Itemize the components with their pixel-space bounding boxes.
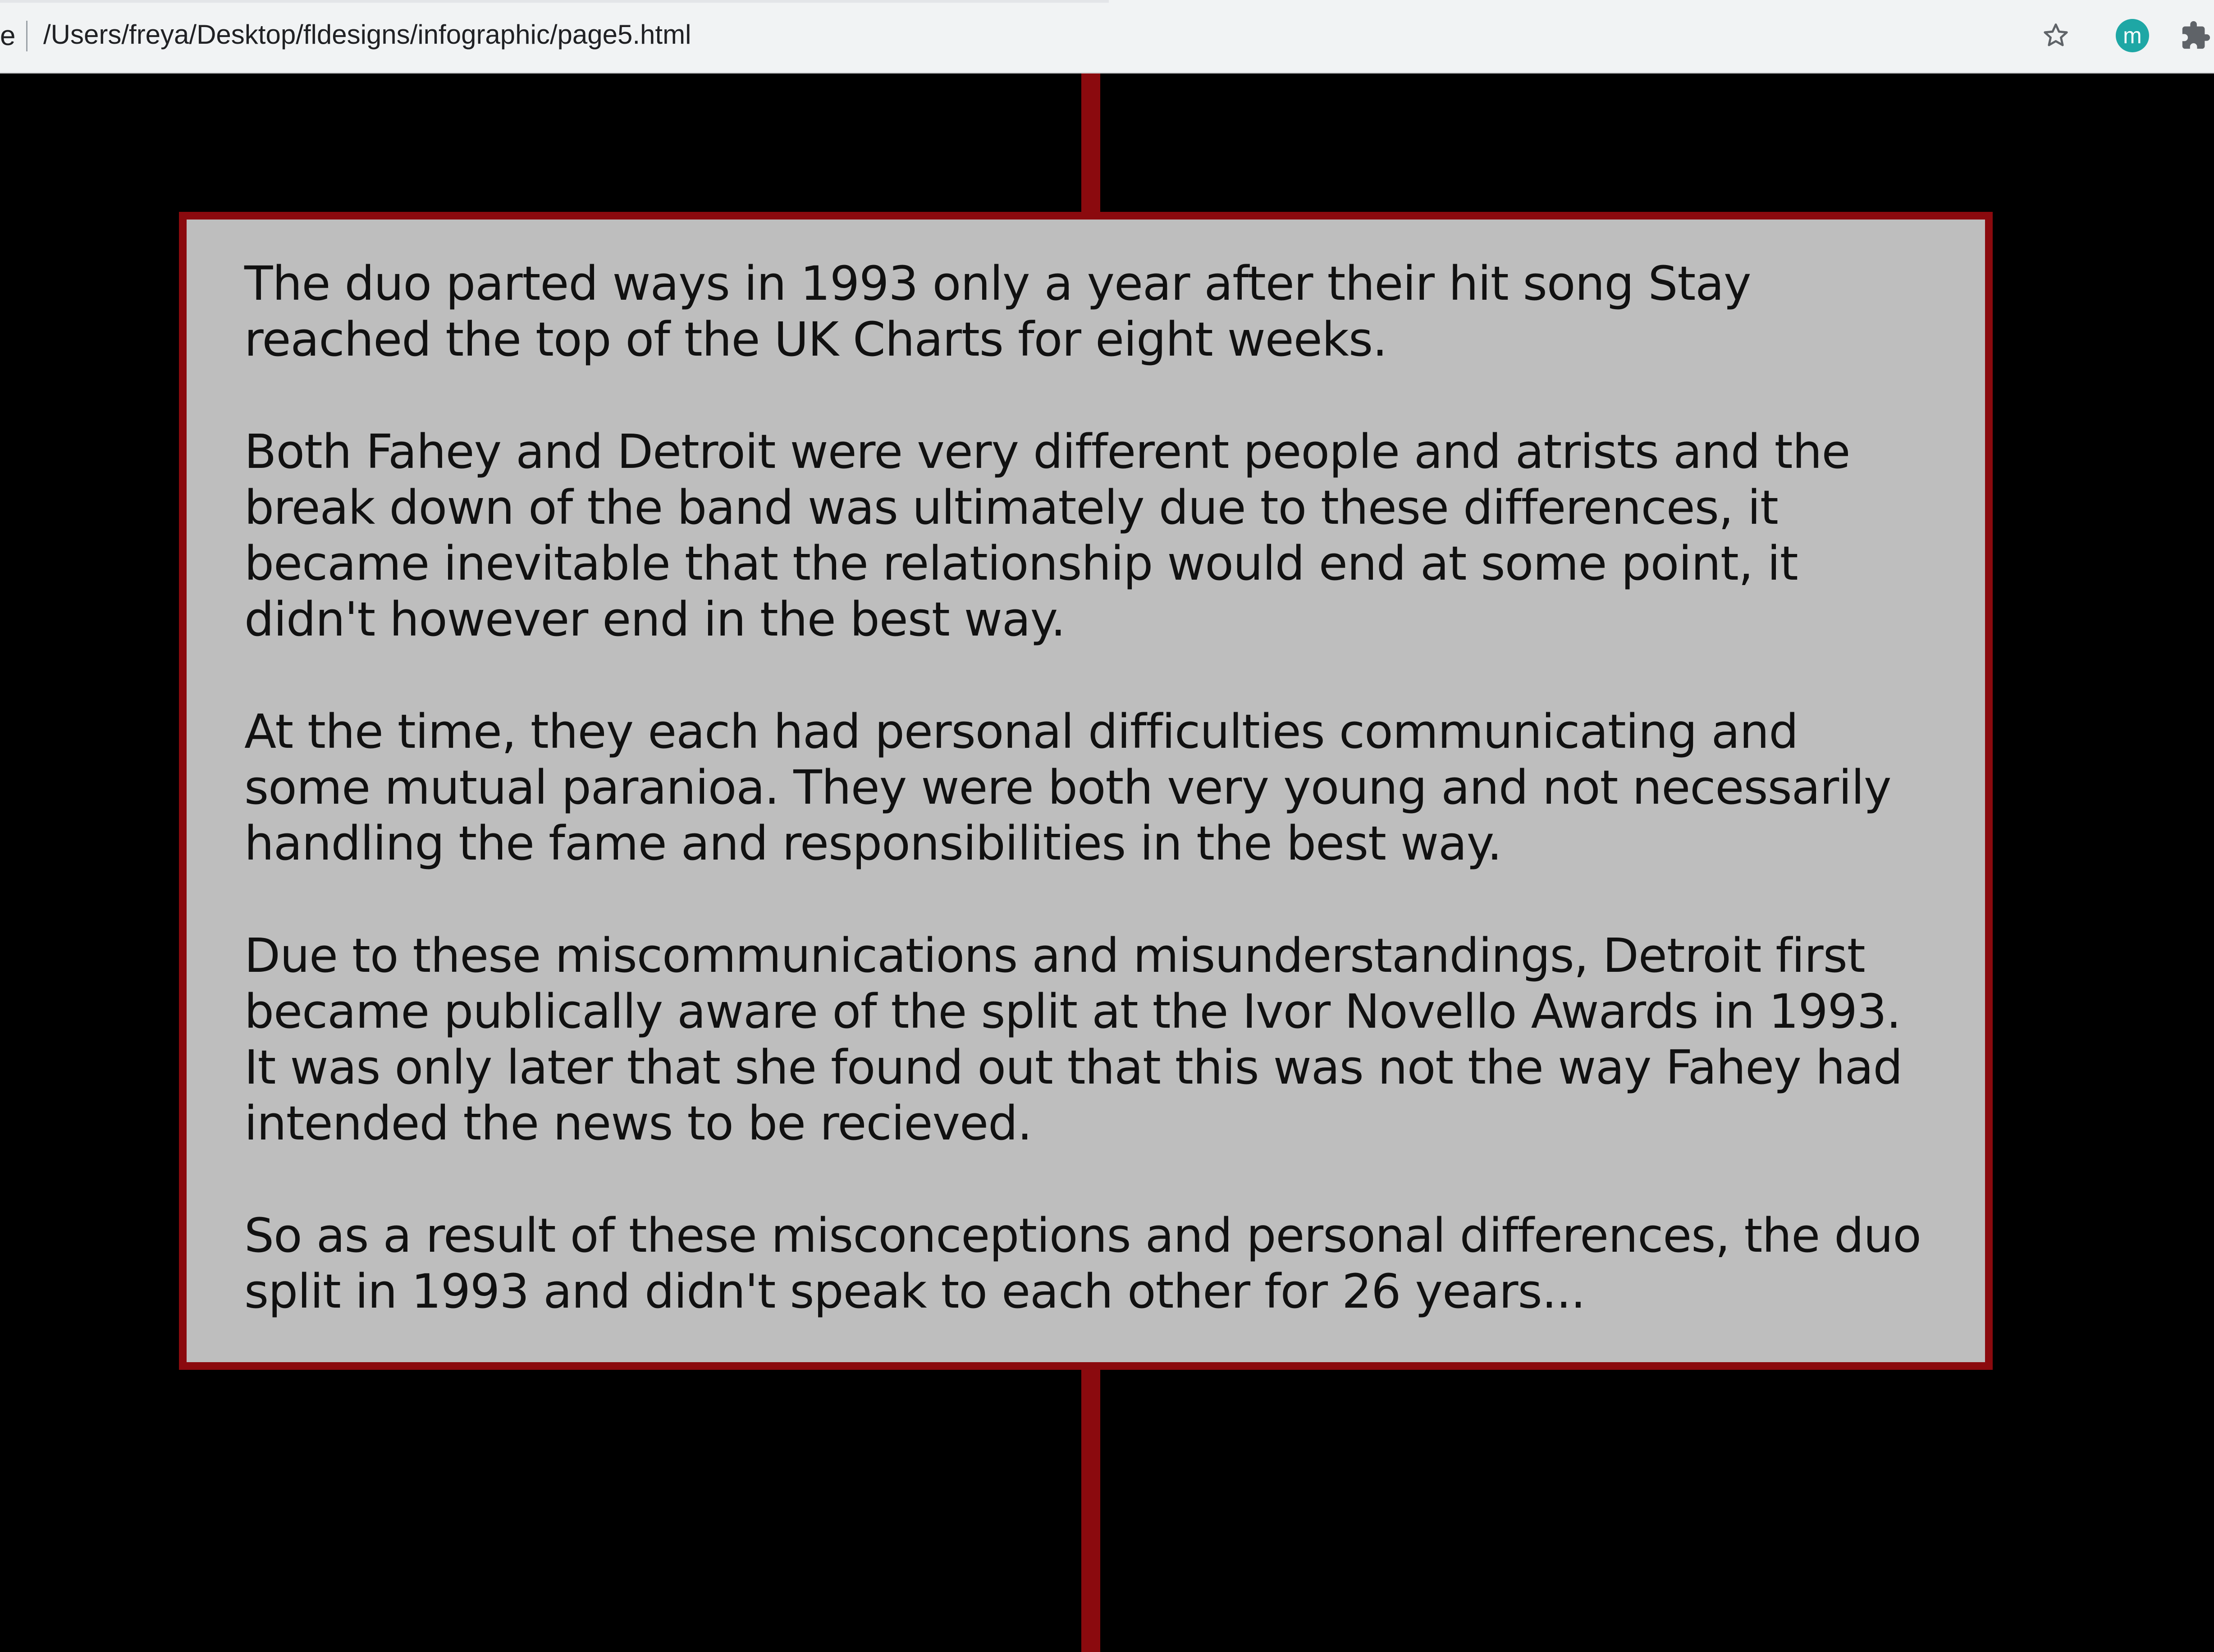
puzzle-icon[interactable]	[2177, 17, 2214, 54]
avatar-letter: m	[2123, 23, 2142, 48]
paragraph-4: Due to these miscommunications and misunderstandings, Detroit first became publically aware of the split at the Ivor Novello Awards in 1993. It was only later that she found out that this was not the way Fahey had intended the news to be recieved.	[244, 928, 1903, 1151]
paragraph-3: At the time, they each had personal difficulties communicating and some mutual paranioa. They were both very young and not necessarily handling the fame and responsibilities in the best way.	[244, 704, 1891, 871]
paragraph-5: So as a result of these misconceptions and personal differences, the duo split in 1993 and didn't speak to each other for 26 years...	[244, 1208, 1921, 1319]
paragraph-1: The duo parted ways in 1993 only a year after their hit song Stay reached the top of the UK Charts for eight weeks.	[244, 256, 1751, 367]
browser-toolbar	[0, 0, 2214, 73]
url-separator	[26, 21, 27, 51]
text-card	[179, 212, 1993, 1370]
address-bar[interactable]: /Users/freya/Desktop/fldesigns/infographic/page5.html	[43, 19, 691, 50]
tab-strip-edge	[0, 0, 1109, 3]
url-scheme-fragment[interactable]: e	[0, 20, 16, 51]
paragraph-2: Both Fahey and Detroit were very different people and atrists and the break down of the band was ultimately due to these differences, it became inevitable that the relationship would end at some point, it didn't however end in the best way.	[244, 424, 1850, 647]
avatar[interactable]	[2116, 19, 2149, 52]
timeline-line-bottom	[1081, 1368, 1100, 1652]
star-icon[interactable]	[2037, 17, 2074, 54]
timeline-line-top	[1081, 73, 1100, 213]
page-content	[0, 73, 2214, 1652]
